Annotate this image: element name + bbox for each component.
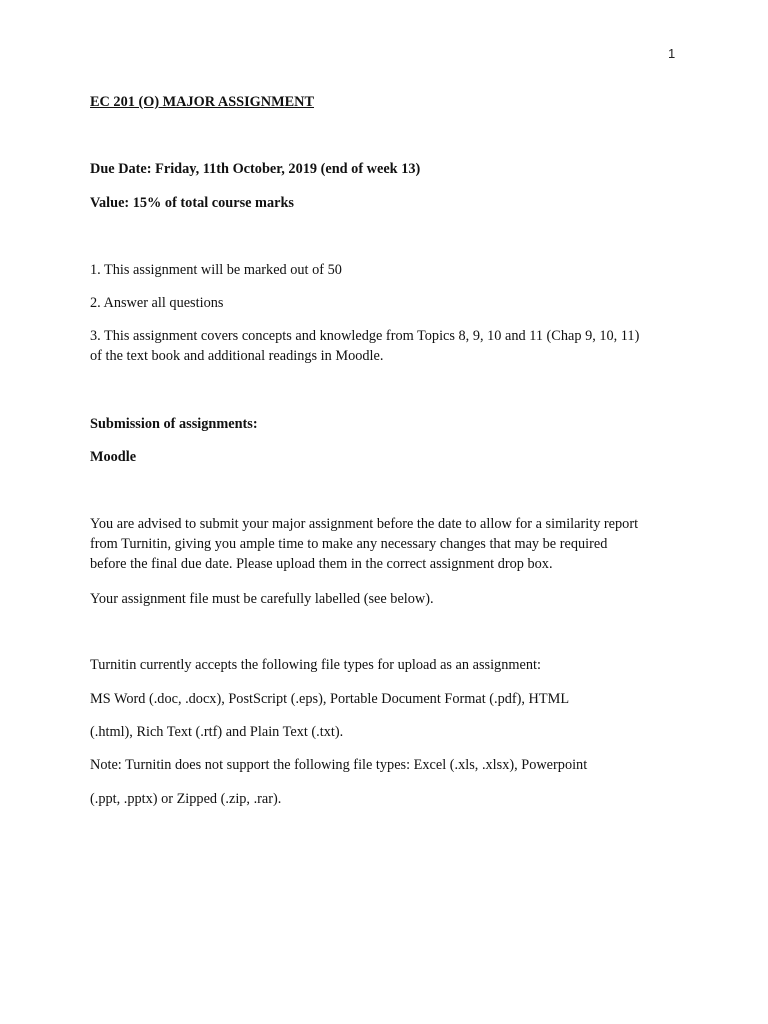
labelling-note: Your assignment file must be carefully labelled (see below). [90,591,434,607]
advice-line-1: You are advised to submit your major assignment before the date to allow for a similarity report [90,516,639,532]
item-1: 1. This assignment will be marked out of 50 [90,262,342,278]
page-number: 1 [668,46,676,61]
submission-heading: Submission of assignments: [90,416,258,432]
advice-line-3: before the final due date. Please upload them in the correct assignment drop box. [90,556,553,572]
filetypes-line-2: (.html), Rich Text (.rtf) and Plain Text (.txt). [90,724,344,740]
filetypes-line-1: MS Word (.doc, .docx), PostScript (.eps), Portable Document Format (.pdf), HTML [90,691,570,707]
advice-line-2: from Turnitin, giving you ample time to make any necessary changes that may be required [90,536,608,552]
note-line-2: (.ppt, .pptx) or Zipped (.zip, .rar). [90,791,282,807]
due-date: Due Date: Friday, 11th October, 2019 (end of week 13) [90,161,421,177]
note-line-1: Note: Turnitin does not support the following file types: Excel (.xls, .xlsx), Powerpoint [90,757,588,773]
item-3-line-1: 3. This assignment covers concepts and knowledge from Topics 8, 9, 10 and 11 (Chap 9, 10, 11) [90,328,640,344]
item-3-line-2: of the text book and additional readings in Moodle. [90,348,384,364]
item-2: 2. Answer all questions [90,295,224,311]
value-line: Value: 15% of total course marks [90,195,294,211]
submission-method: Moodle [90,449,137,465]
assignment-title: EC 201 (O) MAJOR ASSIGNMENT [90,94,314,110]
filetypes-intro: Turnitin currently accepts the following file types for upload as an assignment: [90,657,541,673]
